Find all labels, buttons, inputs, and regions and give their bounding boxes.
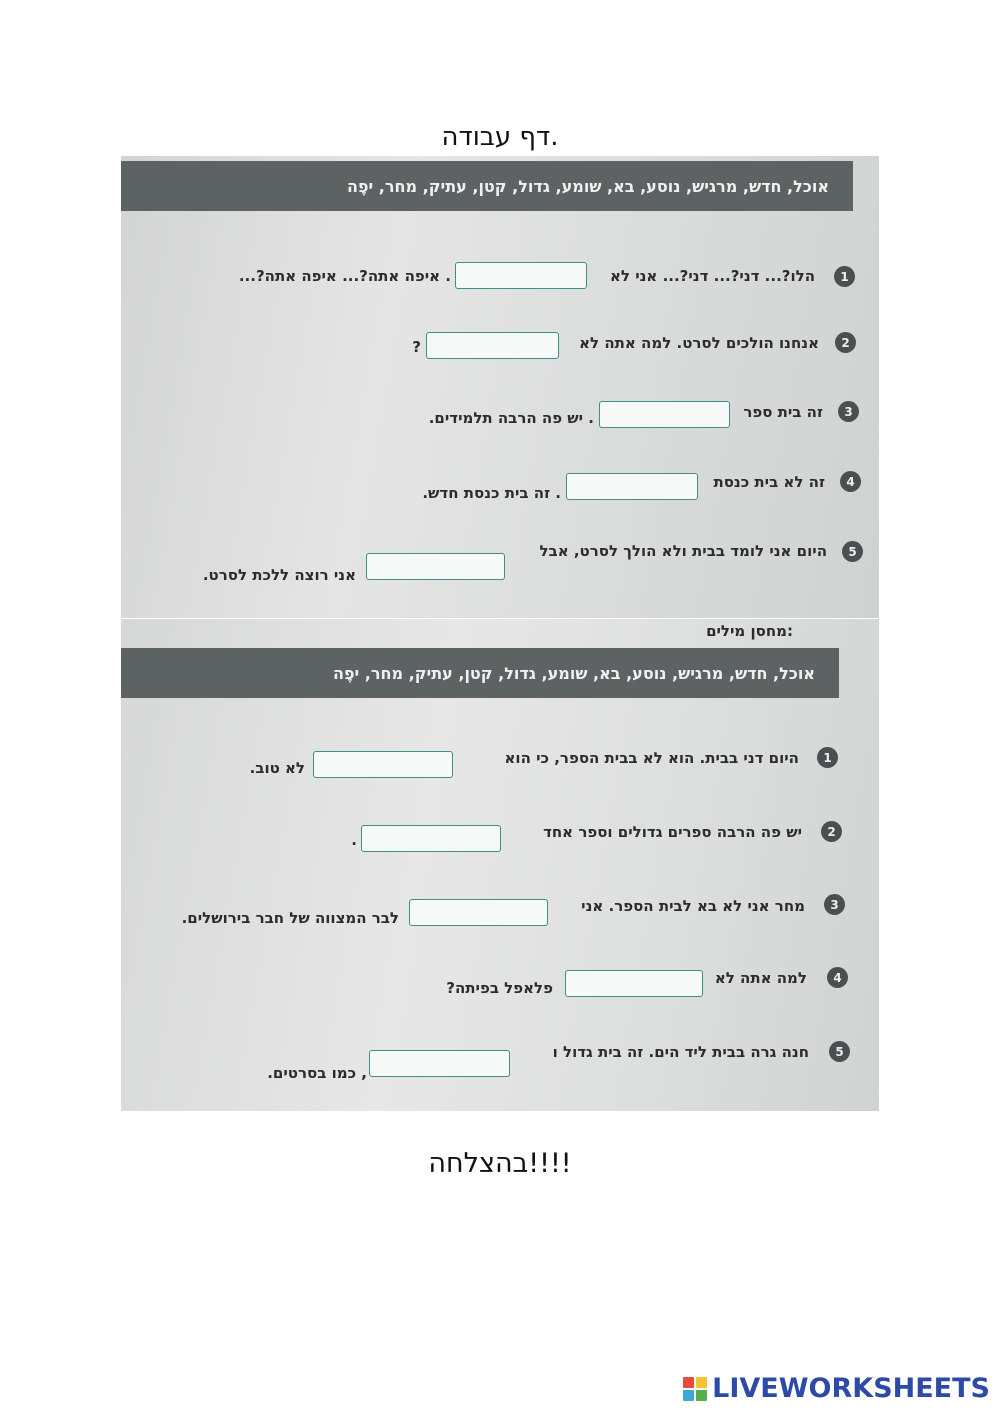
word-bank-text: אוכל, חדש, מרגיש, נוסע, בא, שומע, גדול, קטן, עתיק, מחר, יפֶה bbox=[346, 176, 829, 196]
question-text-after: לבר המצווה של חבר בירושלים. bbox=[181, 909, 399, 927]
question-row bbox=[121, 747, 879, 783]
question-row bbox=[121, 399, 879, 435]
answer-input[interactable] bbox=[366, 553, 505, 580]
question-number: 4 bbox=[827, 967, 848, 988]
question-row bbox=[121, 329, 879, 365]
question-number: 5 bbox=[842, 541, 863, 562]
question-text-after: . bbox=[351, 831, 357, 849]
word-bank-text: אוכל, חדש, מרגיש, נוסע, בא, שומע, גדול, קטן, עתיק, מחר, יפֶה bbox=[332, 663, 815, 683]
brand-logo bbox=[683, 1373, 990, 1404]
answer-input[interactable] bbox=[369, 1050, 510, 1077]
question-number: 1 bbox=[834, 266, 855, 287]
question-text-after: . יש פה הרבה תלמידים. bbox=[428, 409, 594, 427]
question-row bbox=[121, 965, 879, 1001]
question-text-before: למה אתה לא bbox=[714, 969, 807, 987]
question-row bbox=[121, 471, 879, 507]
liveworksheets-logo-icon bbox=[683, 1377, 707, 1401]
word-bank-label: מחסן מילים: bbox=[706, 622, 793, 640]
question-text-before: מחר אני לא בא לבית הספר. אני bbox=[581, 897, 805, 915]
question-text-before: היום אני לומד בבית ולא הולך לסרט, אבל bbox=[539, 542, 827, 560]
question-text-after: . איפה אתה?... איפה אתה?... bbox=[238, 267, 451, 285]
question-text-after: פלאפל בפיתה? bbox=[446, 979, 553, 997]
answer-input[interactable] bbox=[361, 825, 501, 852]
question-number: 2 bbox=[835, 332, 856, 353]
question-number: 3 bbox=[838, 401, 859, 422]
page-title: דף עבודה. bbox=[441, 122, 559, 152]
answer-input[interactable] bbox=[565, 970, 703, 997]
answer-input[interactable] bbox=[409, 899, 548, 926]
question-text-before: הלו?... דני?... דני?... אני לא bbox=[610, 267, 815, 285]
question-text-before: אנחנו הולכים לסרט. למה אתה לא bbox=[579, 334, 819, 352]
answer-input[interactable] bbox=[566, 473, 698, 500]
question-text-before: חנה גרה בבית ליד הים. זה בית גדול ו bbox=[552, 1043, 809, 1061]
question-text-before: יש פה הרבה ספרים גדולים וספר אחד bbox=[543, 823, 802, 841]
question-text-after: , כמו בסרטים. bbox=[267, 1064, 367, 1082]
question-text-after: . זה בית כנסת חדש. bbox=[422, 484, 561, 502]
word-bank-bar bbox=[121, 648, 839, 698]
answer-input[interactable] bbox=[313, 751, 453, 778]
question-text-before: זה לא בית כנסת bbox=[713, 473, 825, 491]
question-number: 2 bbox=[821, 821, 842, 842]
question-text-after: ? bbox=[412, 338, 421, 356]
question-text-after: אני רוצה ללכת לסרט. bbox=[202, 566, 356, 584]
question-row bbox=[121, 819, 879, 855]
brand-name: LIVEWORKSHEETS bbox=[712, 1373, 990, 1404]
answer-input[interactable] bbox=[455, 262, 587, 289]
question-text-before: היום דני בבית. הוא לא בבית הספר, כי הוא bbox=[504, 749, 799, 767]
question-number: 1 bbox=[817, 747, 838, 768]
worksheet-photo-2 bbox=[121, 619, 879, 1111]
question-row bbox=[121, 542, 879, 584]
worksheet-photo-1 bbox=[121, 156, 879, 618]
answer-input[interactable] bbox=[599, 401, 730, 428]
answer-input[interactable] bbox=[426, 332, 559, 359]
question-number: 4 bbox=[840, 471, 861, 492]
question-text-after: לא טוב. bbox=[249, 759, 305, 777]
question-text-before: זה בית ספר bbox=[743, 403, 823, 421]
footer-message: בהצלחה!!!! bbox=[428, 1148, 572, 1179]
question-row bbox=[121, 1039, 879, 1082]
question-number: 3 bbox=[824, 894, 845, 915]
question-number: 5 bbox=[829, 1041, 850, 1062]
word-bank-bar bbox=[121, 161, 853, 211]
question-row bbox=[121, 259, 879, 295]
question-row bbox=[121, 892, 879, 928]
